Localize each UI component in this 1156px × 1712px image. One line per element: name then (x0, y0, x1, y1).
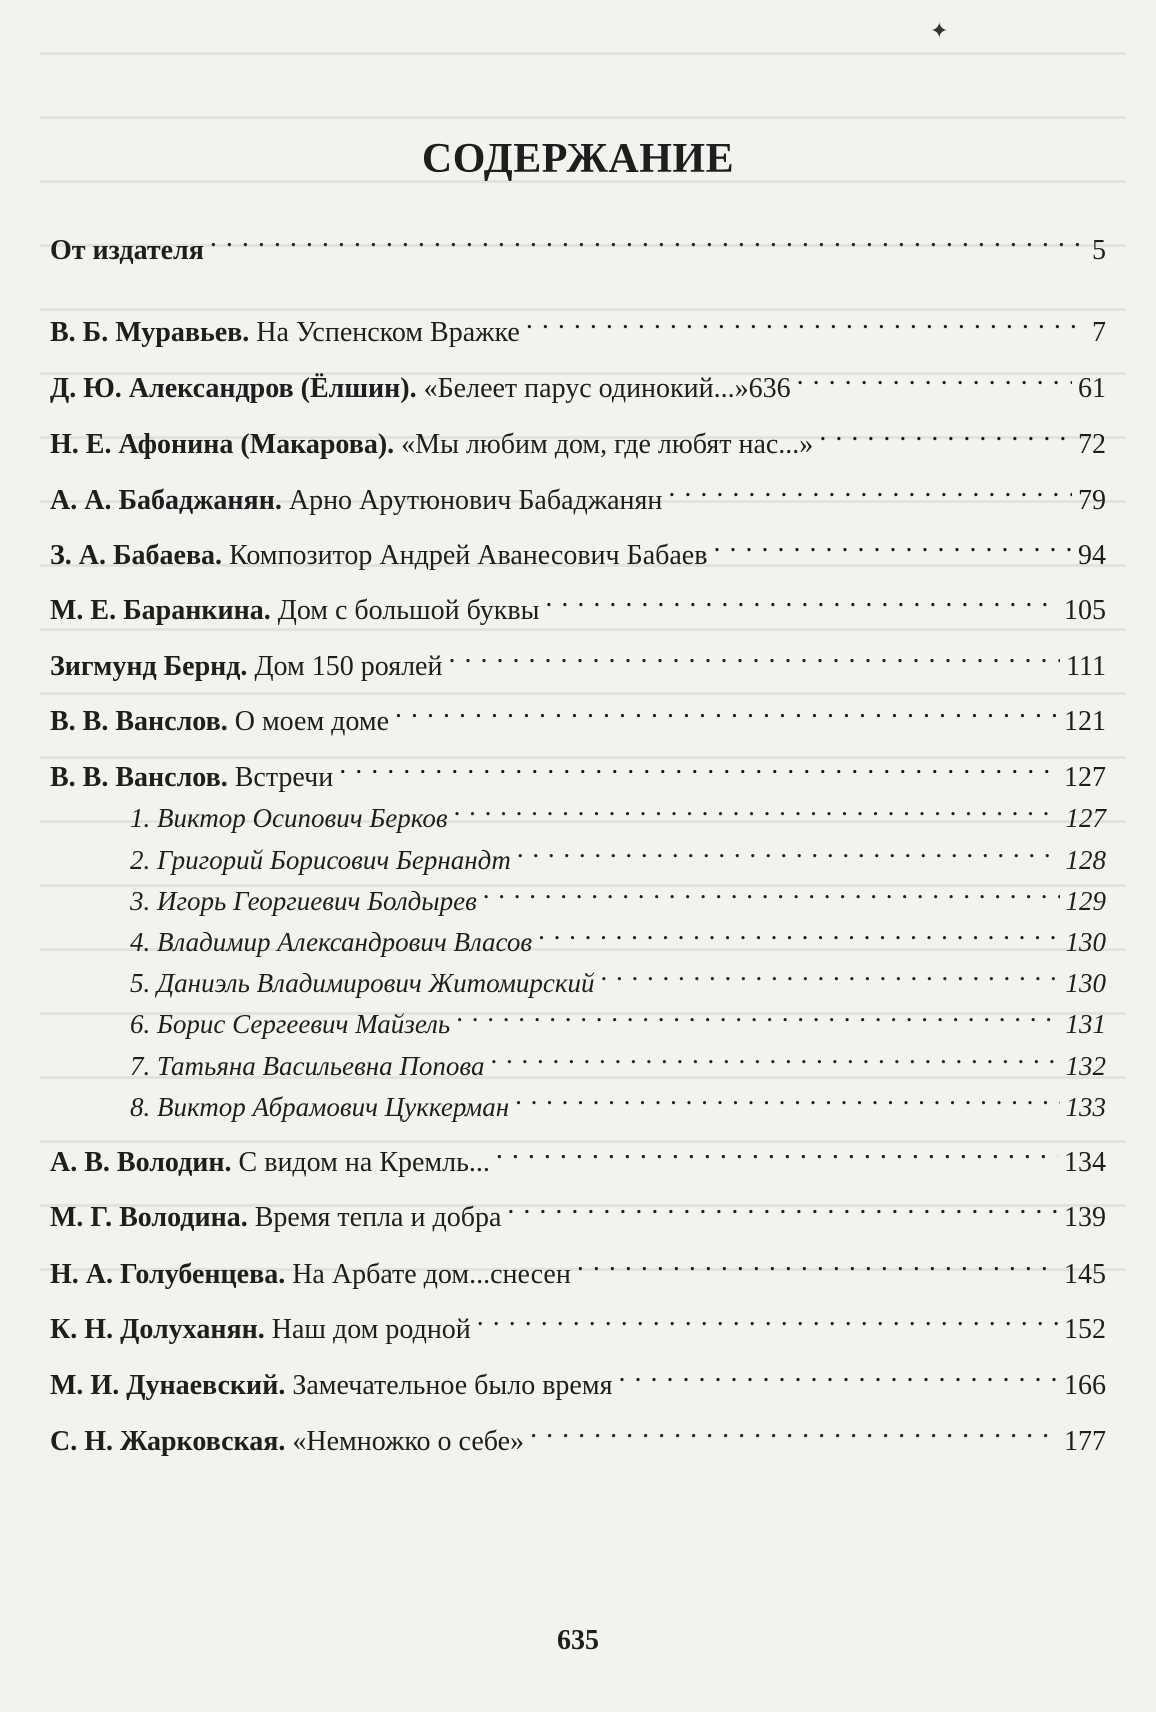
dot-leader (515, 1074, 1059, 1116)
toc-author: А. А. Бабаджанян. (50, 485, 282, 516)
dot-leader (517, 827, 1060, 869)
toc-entry-text (50, 1365, 612, 1407)
toc-entry (50, 217, 1106, 266)
toc-title: «Белеет парус одинокий...»636 (423, 373, 791, 404)
dot-leader (395, 688, 1058, 730)
toc-entry (50, 1352, 1106, 1401)
dot-leader (496, 1129, 1058, 1171)
toc-entry-text (50, 1254, 571, 1296)
toc-entry (50, 411, 1106, 460)
dot-leader (538, 909, 1059, 951)
toc-author: А. В. Володин. (50, 1147, 232, 1178)
dot-leader (483, 868, 1060, 910)
toc-author: Н. Е. Афонина (Макарова). (50, 429, 395, 460)
toc-author: К. Н. Долуханян. (50, 1314, 265, 1345)
dot-leader (490, 1033, 1059, 1075)
toc-entry (50, 577, 1106, 626)
toc-title: 8. Виктор Абрамович Цуккерман (130, 1092, 510, 1122)
toc-subentry (130, 950, 1106, 998)
dot-leader (713, 522, 1072, 564)
toc-author: С. Н. Жарковская. (50, 1426, 286, 1457)
toc-author: От издателя (50, 235, 204, 266)
toc-title: Время тепла и добра (254, 1202, 502, 1233)
toc-entry (50, 633, 1106, 682)
toc-page-number: 130 (1065, 927, 1106, 957)
dot-leader (477, 1296, 1058, 1338)
toc-entry (50, 1296, 1106, 1345)
toc-page-number: 127 (1064, 762, 1106, 793)
dot-leader (601, 950, 1060, 992)
toc-entry (50, 1408, 1106, 1457)
page-number: 635 (557, 1625, 599, 1656)
dot-leader (618, 1352, 1058, 1394)
toc-page-number: 5 (1092, 235, 1106, 266)
toc-entry (50, 522, 1106, 571)
toc-page-number: 129 (1065, 886, 1106, 916)
ink-mark: ✦ (930, 18, 949, 43)
toc-title: 1. Виктор Осипович Берков (130, 803, 448, 833)
toc-page-number: 7 (1092, 317, 1106, 348)
toc-page-number: 134 (1064, 1147, 1106, 1178)
toc-subentry (130, 1074, 1106, 1122)
toc-entry-text (50, 1421, 524, 1463)
toc-subentry (130, 909, 1106, 957)
toc-entry (50, 1184, 1106, 1233)
toc-entry (50, 467, 1106, 516)
toc-author: З. А. Бабаева. (50, 540, 223, 571)
toc-entry-text (130, 1086, 509, 1128)
toc-title: 6. Борис Сергеевич Майзель (130, 1009, 451, 1039)
toc-title: О моем доме (234, 706, 390, 737)
toc-entry (50, 299, 1106, 348)
toc-page-number: 130 (1065, 968, 1106, 998)
toc-title: Дом с большой буквы (277, 595, 540, 626)
toc-subentry (130, 868, 1106, 916)
toc-entry-text (50, 701, 389, 743)
toc-page-number: 131 (1065, 1009, 1106, 1039)
toc-title: 5. Даниэль Владимирович Житомирский (130, 968, 595, 998)
toc-entry (50, 744, 1106, 793)
toc-subentry (130, 991, 1106, 1039)
toc-entry (50, 688, 1106, 737)
toc-title: Дом 150 роялей (254, 651, 443, 682)
toc-title: 7. Татьяна Васильевна Попова (130, 1051, 485, 1081)
toc-entry (50, 1241, 1106, 1290)
toc-author: М. Г. Володина. (50, 1202, 248, 1233)
toc-title: Композитор Андрей Аванесович Бабаев (229, 540, 708, 571)
toc-entry-text (50, 1142, 490, 1184)
dot-leader (210, 217, 1086, 259)
toc-author: Д. Ю. Александров (Ёлшин). (50, 373, 417, 404)
toc-page-number: 152 (1064, 1314, 1106, 1345)
toc-page-number: 61 (1078, 373, 1106, 404)
toc-author: Н. А. Голубенцева. (50, 1259, 286, 1290)
toc-entry-text (50, 1197, 501, 1239)
toc-author: М. Е. Баранкина. (50, 595, 271, 626)
toc-page-number: 132 (1065, 1051, 1106, 1081)
toc-page-number: 127 (1065, 803, 1106, 833)
dot-leader (530, 1408, 1058, 1450)
toc-entry (50, 355, 1106, 404)
page-title: СОДЕРЖАНИЕ (421, 136, 735, 182)
toc-page-number: 105 (1064, 595, 1106, 626)
toc-entry-text (50, 424, 813, 466)
toc-page-number: 94 (1078, 540, 1106, 571)
toc-page-number: 72 (1078, 429, 1106, 460)
toc-entry-text (50, 646, 442, 688)
dot-leader (819, 411, 1072, 453)
toc-author: В. В. Ванслов. (50, 706, 228, 737)
toc-page-number: 121 (1064, 706, 1106, 737)
dot-leader (577, 1241, 1058, 1283)
dot-leader (448, 633, 1060, 675)
toc-entry-text (50, 590, 539, 632)
toc-page-number: 79 (1078, 485, 1106, 516)
toc-entry-text (50, 368, 791, 410)
toc-title: «Мы любим дом, где любят нас...» (401, 429, 814, 460)
toc-title: На Арбате дом...снесен (292, 1259, 571, 1290)
toc-author: М. И. Дунаевский. (50, 1370, 286, 1401)
toc-page-number: 166 (1064, 1370, 1106, 1401)
toc-page-number: 128 (1065, 845, 1106, 875)
toc-subentry (130, 827, 1106, 875)
toc-title: На Успенском Вражке (256, 317, 520, 348)
toc-title: Арно Арутюнович Бабаджанян (288, 485, 663, 516)
toc-entry-text (50, 535, 707, 577)
dot-leader (797, 355, 1072, 397)
dot-leader (454, 785, 1060, 827)
toc-page-number: 133 (1065, 1092, 1106, 1122)
toc-author: В. Б. Муравьев. (50, 317, 250, 348)
toc-page-number: 145 (1064, 1259, 1106, 1290)
toc-title: 3. Игорь Георгиевич Болдырев (130, 886, 477, 916)
toc-subentry (130, 1033, 1106, 1081)
dot-leader (339, 744, 1058, 786)
dot-leader (456, 991, 1059, 1033)
toc-author: В. В. Ванслов. (50, 762, 228, 793)
toc-page-number: 111 (1066, 651, 1106, 682)
toc-page-number: 177 (1064, 1426, 1106, 1457)
toc-entry (50, 1129, 1106, 1178)
toc-title: Наш дом родной (271, 1314, 471, 1345)
toc-entry-text (50, 1309, 471, 1351)
toc-entry-text (50, 230, 204, 272)
toc-author: Зигмунд Бернд. (50, 651, 248, 682)
toc-title: «Немножко о себе» (292, 1426, 525, 1457)
toc-title: 4. Владимир Александрович Власов (130, 927, 533, 957)
dot-leader (526, 299, 1086, 341)
toc-title: 2. Григорий Борисович Бернандт (130, 845, 511, 875)
toc-entry-text (50, 312, 520, 354)
toc-title: Встречи (234, 762, 334, 793)
dot-leader (545, 577, 1058, 619)
dot-leader (668, 467, 1072, 509)
toc-page-number: 139 (1064, 1202, 1106, 1233)
toc-title: С видом на Кремль... (238, 1147, 490, 1178)
toc-subentry (130, 785, 1106, 833)
dot-leader (507, 1184, 1058, 1226)
toc-entry-text (50, 480, 662, 522)
toc-title: Замечательное было время (292, 1370, 613, 1401)
